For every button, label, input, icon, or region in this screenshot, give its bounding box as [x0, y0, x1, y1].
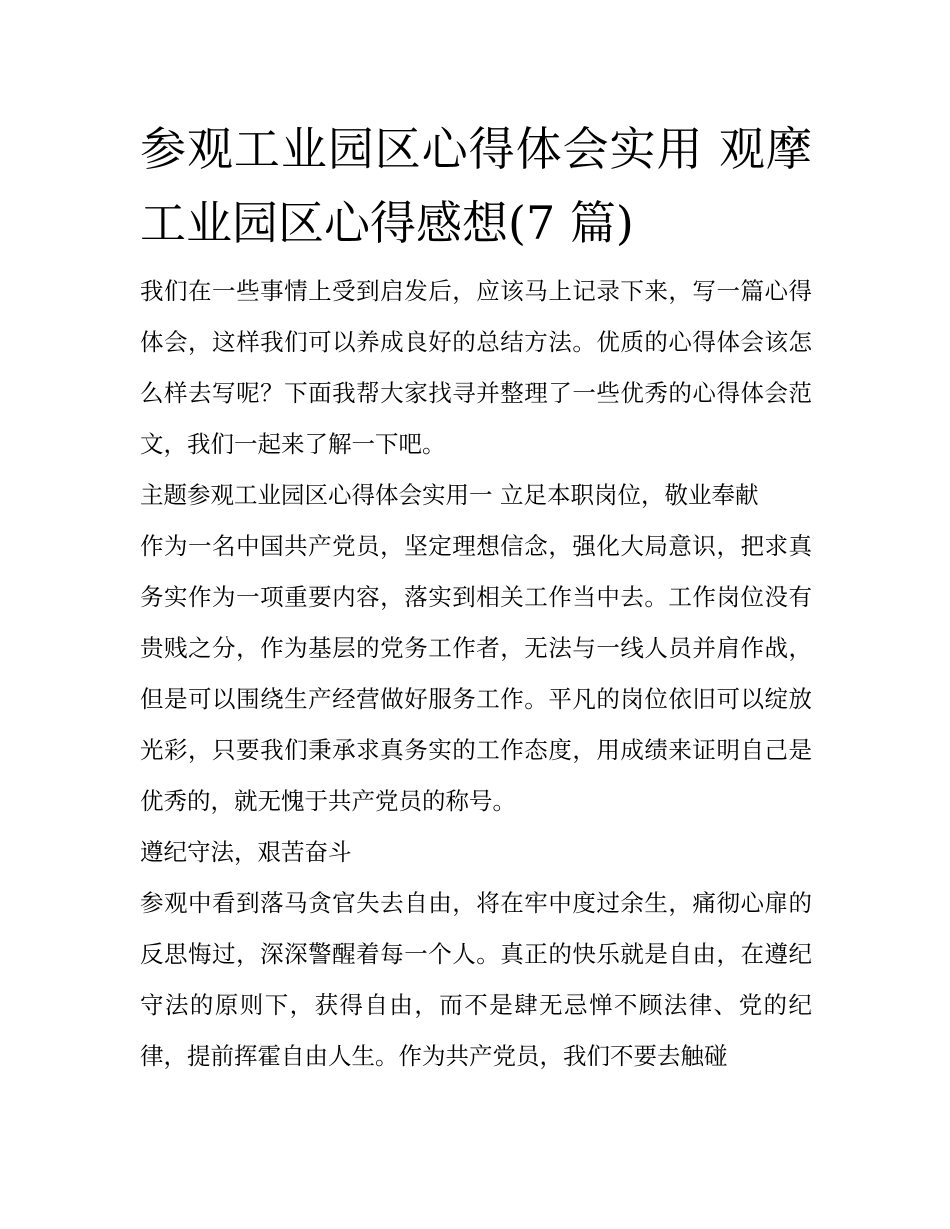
paragraph-heading-2: 遵纪守法，艰苦奋斗 [140, 838, 352, 866]
paragraph-body-1: 作为一名中国共产党员，坚定理想信念，强化大局意识，把求真务实作为一项重要内容，落实到相关工作当中去。工作岗位没有贵贱之分，作为基层的党务工作者，无法与一线人员并肩作战，但是可以围绕生产经营做好服务工作。平凡的岗位依旧可以绽放光彩，只要我们秉承求真务实的工作态度，用成绩来证明自己是优秀的，就无愧于共产党员的称号。 [140, 532, 812, 815]
paragraph-body-2: 参观中看到落马贪官失去自由，将在牢中度过余生，痛彻心扉的反思悔过，深深警醒着每一个人。真正的快乐就是自由，在遵纪守法的原则下，获得自由，而不是肆无忌惮不顾法律、党的纪律，提前挥霍自由人生。作为共产党员，我们不要去触碰 [140, 889, 812, 1070]
document-page [140, 112, 812, 1082]
paragraph-intro: 我们在一些事情上受到启发后，应该马上记录下来，写一篇心得体会，这样我们可以养成良好的总结方法。优质的心得体会该怎么样去写呢？下面我帮大家找寻并整理了一些优秀的心得体会范文，我们一起来了解一下吧。 [140, 277, 812, 458]
paragraph-heading-1: 主题参观工业园区心得体会实用一 立足本职岗位，敬业奉献 [140, 481, 759, 509]
document-title: 参观工业园区心得体会实用 观摩工业园区心得感想(7 篇) [140, 122, 812, 250]
